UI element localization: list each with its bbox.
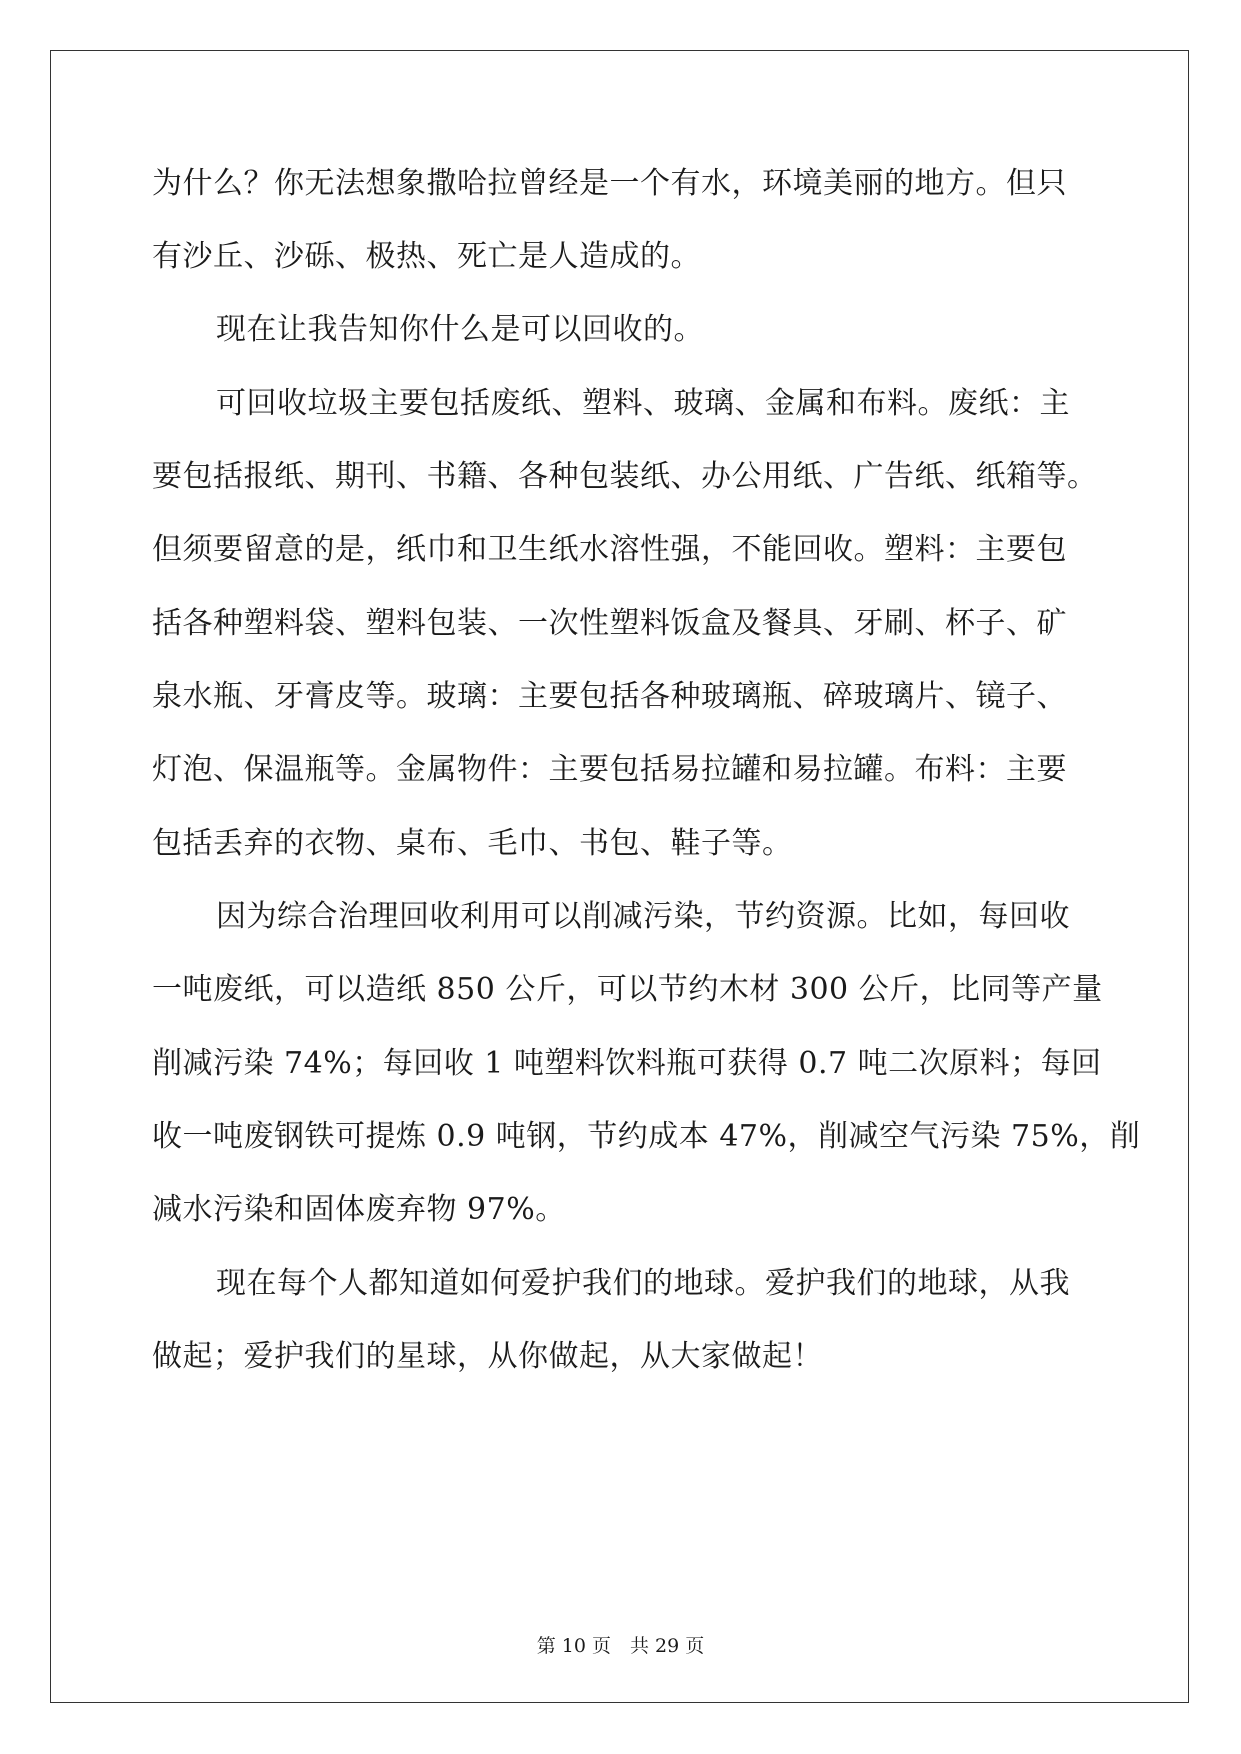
text-line: 做起；爱护我们的星球，从你做起，从大家做起！ <box>152 1339 823 1374</box>
text-line: 泉水瓶、牙膏皮等。玻璃：主要包括各种玻璃瓶、碎玻璃片、镜子、 <box>152 679 1067 714</box>
text-line: 现在每个人都知道如何爱护我们的地球。爱护我们的地球，从我 <box>216 1266 1070 1301</box>
text-line: 现在让我告知你什么是可以回收的。 <box>216 312 704 347</box>
text-line: 括各种塑料袋、塑料包装、一次性塑料饭盒及餐具、牙刷、杯子、矿 <box>152 606 1067 641</box>
text-line: 包括丢弃的衣物、桌布、毛巾、书包、鞋子等。 <box>152 826 793 861</box>
text-line: 但须要留意的是，纸巾和卫生纸水溶性强，不能回收。塑料：主要包 <box>152 532 1067 567</box>
text-line: 灯泡、保温瓶等。金属物件：主要包括易拉罐和易拉罐。布料：主要 <box>152 752 1067 787</box>
text-line: 为什么？你无法想象撒哈拉曾经是一个有水，环境美丽的地方。但只 <box>152 166 1067 201</box>
text-line: 要包括报纸、期刊、书籍、各种包装纸、办公用纸、广告纸、纸箱等。 <box>152 459 1098 494</box>
text-line: 因为综合治理回收利用可以削减污染，节约资源。比如，每回收 <box>216 899 1070 934</box>
text-line: 削减污染 74%；每回收 1 吨塑料饮料瓶可获得 0.7 吨二次原料；每回 <box>152 1046 1102 1081</box>
text-line: 一吨废纸，可以造纸 850 公斤，可以节约木材 300 公斤，比同等产量 <box>152 972 1103 1007</box>
page-border <box>50 50 1189 1703</box>
page-number: 第 10 页 共 29 页 <box>536 1635 705 1657</box>
text-line: 有沙丘、沙砾、极热、死亡是人造成的。 <box>152 239 701 274</box>
text-line: 可回收垃圾主要包括废纸、塑料、玻璃、金属和布料。废纸：主 <box>216 386 1070 421</box>
text-line: 减水污染和固体废弃物 97%。 <box>152 1192 566 1227</box>
text-line: 收一吨废钢铁可提炼 0.9 吨钢，节约成本 47%，削减空气污染 75%，削 <box>152 1119 1141 1154</box>
